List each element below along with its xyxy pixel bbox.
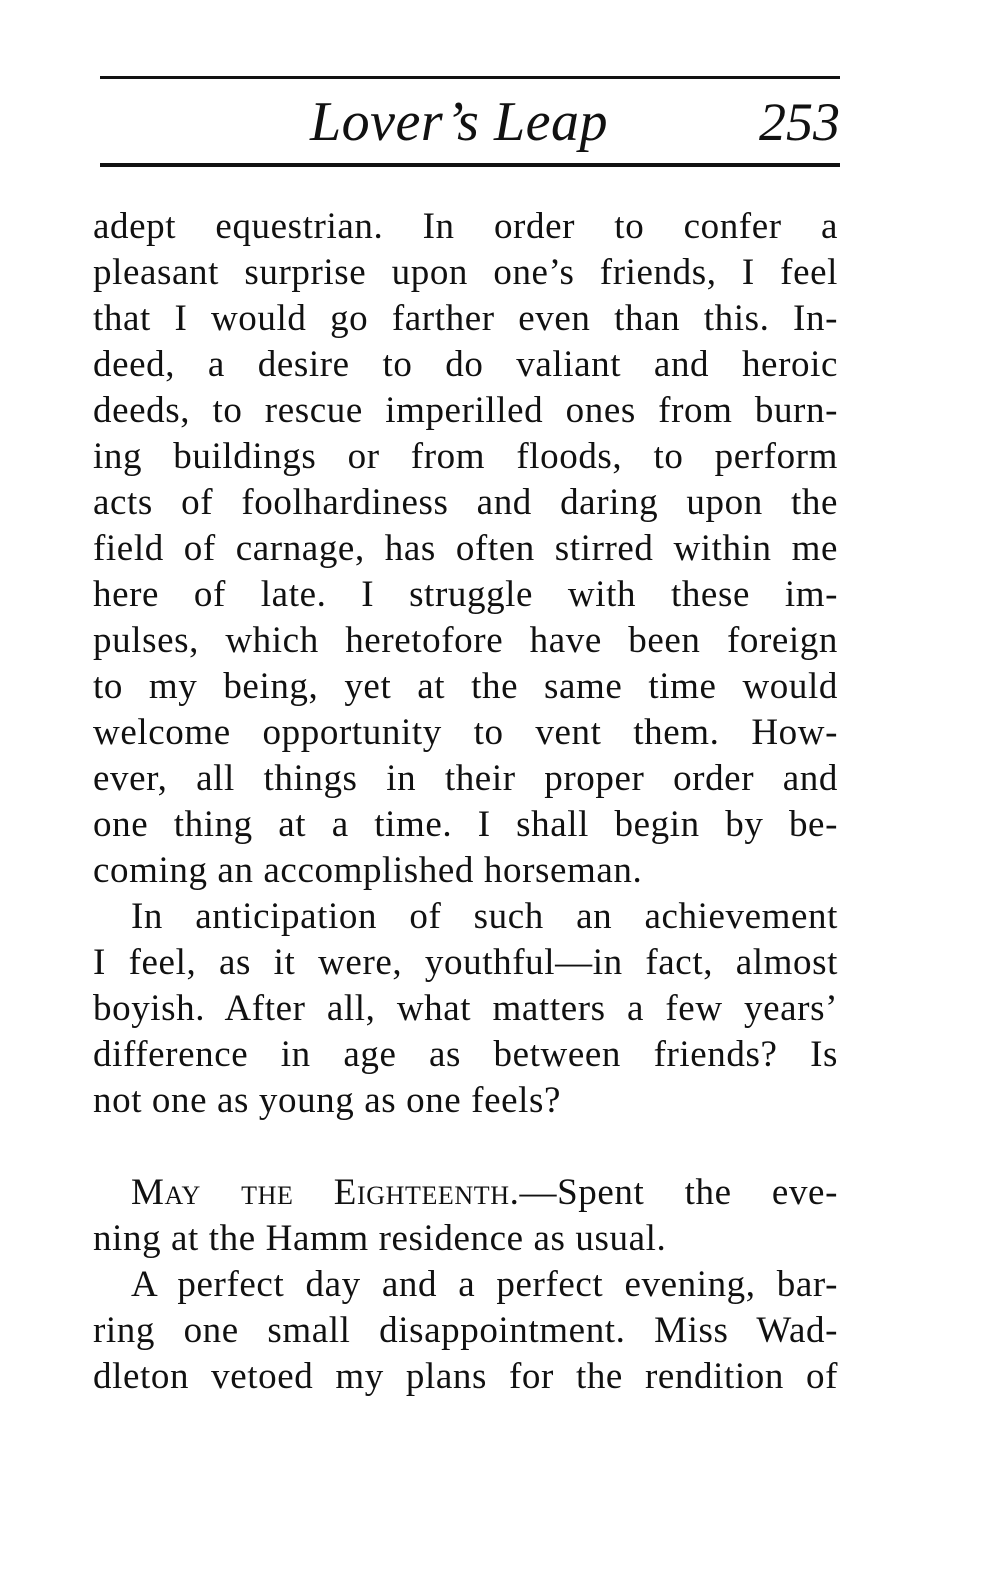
text-line: deed, a desire to do valiant and heroic (93, 344, 838, 385)
text-line: to my being, yet at the same time would (93, 666, 838, 707)
body-text (93, 204, 838, 1400)
running-head (100, 84, 840, 160)
header-rule-bottom (100, 163, 840, 167)
running-title: Lover’s Leap (310, 91, 608, 153)
text-line: difference in age as between friends? Is (93, 1034, 838, 1075)
text-line: A perfect day and a perfect evening, bar- (131, 1264, 838, 1305)
text-line: one thing at a time. I shall begin by be- (93, 804, 838, 845)
text-line: acts of foolhardiness and daring upon the (93, 482, 838, 523)
text-line: coming an accomplished horseman. (93, 850, 643, 891)
text-line (93, 1170, 838, 1216)
text-line: pulses, which heretofore have been foreign (93, 620, 838, 661)
text-line: In anticipation of such an achievement (131, 896, 838, 937)
paragraph-2 (93, 894, 838, 1124)
text-line: deeds, to rescue imperilled ones from burn- (93, 390, 838, 431)
paragraph-1 (93, 204, 838, 894)
text-line: that I would go farther even than this. In- (93, 298, 838, 339)
paragraph-4 (93, 1262, 838, 1400)
entry-date: May the Eighteenth. (131, 1172, 520, 1213)
text-line: ning at the Hamm residence as usual. (93, 1218, 667, 1259)
text-line: field of carnage, has often stirred within me (93, 528, 838, 569)
header-rule-top (100, 76, 840, 79)
text-line: adept equestrian. In order to confer a (93, 206, 838, 247)
text-line: here of late. I struggle with these im- (93, 574, 838, 615)
entry-text: —Spent the eve- (519, 1172, 838, 1213)
text-line: pleasant surprise upon one’s friends, I feel (93, 252, 838, 293)
text-line: I feel, as it were, youthful—in fact, almost (93, 942, 838, 983)
section-break (93, 1124, 838, 1170)
text-line: ring one small disappointment. Miss Wad- (93, 1310, 838, 1351)
text-line: ever, all things in their proper order and (93, 758, 838, 799)
page-number: 253 (759, 92, 840, 152)
diary-entry (93, 1170, 838, 1262)
text-line: ing buildings or from floods, to perform (93, 436, 838, 477)
text-line: not one as young as one feels? (93, 1080, 562, 1121)
text-line: dleton vetoed my plans for the rendition of (93, 1356, 838, 1397)
text-line: welcome opportunity to vent them. How- (93, 712, 838, 753)
text-line: boyish. After all, what matters a few years’ (93, 988, 838, 1029)
